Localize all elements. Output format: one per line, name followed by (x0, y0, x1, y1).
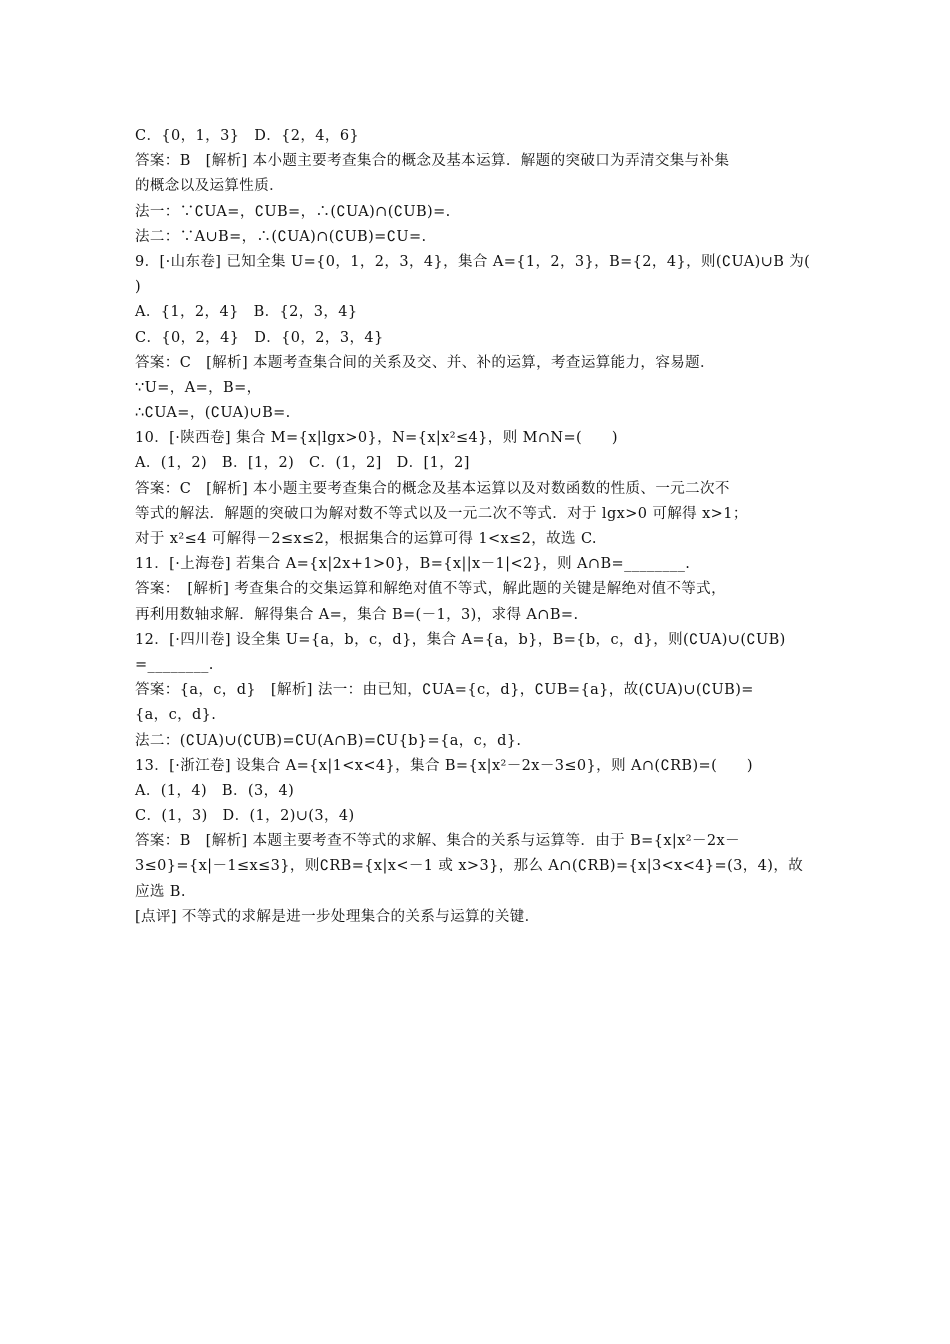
document-body (135, 124, 825, 930)
text-line: C．(1，3) D．(1，2)∪(3，4) (135, 808, 355, 825)
text-line: 13．[·浙江卷] 设集合 A={x|1<x<4}，集合 B={x|x²－2x－3≤0}，则 A∩(∁RB)=( ) (135, 757, 753, 774)
text-line: 再利用数轴求解．解得集合 A=，集合 B=(－1，3)，求得 A∩B=. (135, 606, 579, 623)
text-line: C．{0，1，3} D．{2，4，6} (135, 128, 360, 144)
text-line: [点评] 不等式的求解是进一步处理集合的关系与运算的关键． (135, 908, 540, 925)
text-line: 3≤0}={x|－1≤x≤3}，则∁RB={x|x<－1 或 x>3}，那么 A∩(∁RB)={x|3<x<4}=(3，4)，故 (135, 858, 804, 875)
text-line: 对于 x²≤4 可解得－2≤x≤2，根据集合的运算可得 1<x≤2，故选 C. (135, 531, 597, 547)
text-line: {a，c，d}. (135, 707, 217, 724)
text-line: 答案：{a，c，d} [解析] 法一：由已知，∁UA={c，d}，∁UB={a}，故(∁UA)∪(∁UB)= (135, 682, 754, 699)
text-line: 应选 B. (135, 883, 186, 900)
text-line: 答案：C [解析] 本题考查集合间的关系及交、并、补的运算，考查运算能力，容易题． (135, 354, 715, 371)
text-line: 10．[·陕西卷] 集合 M={x|lgx>0}，N={x|x²≤4}，则 M∩N=( ) (135, 430, 618, 447)
text-line: C．{0，2，4} D．{0，2，3，4} (135, 329, 384, 346)
text-line: 11．[·上海卷] 若集合 A={x|2x+1>0}，B={x||x－1|<2}，则 A∩B=________. (135, 556, 691, 573)
text-line: 答案： [解析] 考查集合的交集运算和解绝对值不等式，解此题的关键是解绝对值不等式， (135, 581, 726, 598)
text-line: 的概念以及运算性质． (135, 178, 284, 195)
text-line: A．{1，2，4} B．{2，3，4} (135, 304, 358, 321)
text-line: 等式的解法．解题的突破口为解对数不等式以及一元二次不等式．对于 lgx>0 可解得 x>1； (135, 505, 748, 522)
text-line: 法二：∵A∪B=，∴(∁UA)∩(∁UB)=∁U=. (135, 228, 427, 245)
text-line: 12．[·四川卷] 设全集 U={a，b，c，d}，集合 A={a，b}，B={b，c，d}，则(∁UA)∪(∁UB) (135, 631, 786, 648)
text-line: =________. (135, 656, 214, 673)
text-line: 9．[·山东卷] 已知全集 U={0，1，2，3，4}，集合 A={1，2，3}，B={2，4}，则(∁UA)∪B 为( (135, 253, 811, 270)
text-line: ∴∁UA=，(∁UA)∪B=. (135, 405, 291, 422)
text-line: ∵U=，A=，B=， (135, 379, 262, 396)
text-line: 答案：B [解析] 本题主要考查不等式的求解、集合的关系与运算等．由于 B={x|x²－2x－ (135, 833, 740, 850)
text-line: ) (135, 279, 142, 296)
text-line: 答案：B [解析] 本小题主要考查集合的概念及基本运算．解题的突破口为弄清交集与补集 (135, 153, 730, 170)
text-line: A．(1，2) B．[1，2) C．(1，2] D．[1，2] (135, 455, 470, 472)
text-line: 法一：∵∁UA=，∁UB=，∴(∁UA)∩(∁UB)=. (135, 203, 451, 220)
text-line: 法二：(∁UA)∪(∁UB)=∁U(A∩B)=∁U{b}={a，c，d}. (135, 732, 522, 749)
text-line: A．(1，4) B．(3，4) (135, 782, 295, 799)
text-line: 答案：C [解析] 本小题主要考查集合的概念及基本运算以及对数函数的性质、一元二次不 (135, 480, 730, 497)
